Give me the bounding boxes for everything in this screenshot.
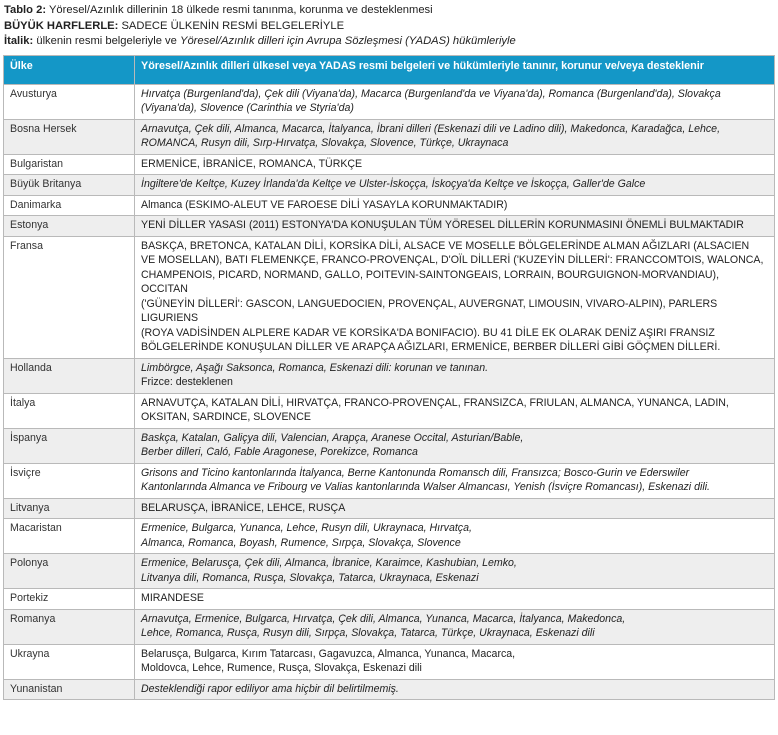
languages-line: Almanca (ESKIMO-ALEUT VE FAROESE DİLİ YASAYLA KORUNMAKTADIR) <box>141 198 508 211</box>
country-cell: Bulgaristan <box>4 154 135 175</box>
country-cell: Portekiz <box>4 589 135 610</box>
languages-line: BÖLGELERİNDE KONUŞULAN DİLLER VE ARAPÇA AĞIZLARI, ERMENİCE, BERBER DİLLERİ GİBİ GÖÇMEN DİLLERİ. <box>141 341 721 354</box>
table-row <box>4 236 775 358</box>
caption-title-label: Tablo 2: <box>4 4 47 16</box>
languages-line: MIRANDESE <box>141 592 204 605</box>
caption-title <box>4 3 772 19</box>
table-row <box>4 119 775 154</box>
languages-cell <box>135 154 775 175</box>
header-languages: Yöresel/Azınlık dilleri ülkesel veya YADAS resmi belgeleri ve hükümleriyle tanınır, korunur ve/veya desteklenir <box>135 55 775 84</box>
country-cell: İtalya <box>4 393 135 428</box>
languages-line: Arnavutça, Ermenice, Bulgarca, Hırvatça, Çek dili, Almanca, Yunanca, Macarca, İtalyanca, Makedonca, <box>141 612 626 625</box>
languages-line: Berber dilleri, Caló, Fable Aragonese, Porekizce, Romanca <box>141 446 418 459</box>
country-cell: Danimarka <box>4 195 135 216</box>
table-row <box>4 498 775 519</box>
languages-line: ARNAVUTÇA, KATALAN DİLİ, HIRVATÇA, FRANCO-PROVENÇAL, FRANSIZCA, FRIULAN, ALMANCA, YUNANCA, LADIN, <box>141 396 729 409</box>
country-cell: Avusturya <box>4 84 135 119</box>
languages-line: OKSITAN, SARDINCE, SLOVENCE <box>141 411 311 424</box>
table-caption <box>0 0 778 50</box>
languages-line: ERMENİCE, İBRANİCE, ROMANCA, TÜRKÇE <box>141 157 363 170</box>
languages-cell <box>135 393 775 428</box>
table-row <box>4 679 775 700</box>
table-row <box>4 154 775 175</box>
country-cell: Fransa <box>4 236 135 358</box>
country-cell: Hollanda <box>4 358 135 393</box>
languages-line: Baskça, Katalan, Galiçya dili, Valencian, Arapça, Aranese Occital, Asturian/Bable, <box>141 431 524 444</box>
languages-cell <box>135 498 775 519</box>
languages-cell <box>135 644 775 679</box>
languages-line: Arnavutça, Çek dili, Almanca, Macarca, İtalyanca, İbrani dilleri (Eskenazi dili ve Ladino dili), Makedonca, Karadağca, Lehce, <box>141 122 721 135</box>
country-cell: Romanya <box>4 609 135 644</box>
languages-cell <box>135 119 775 154</box>
table-row <box>4 463 775 498</box>
table-row <box>4 175 775 196</box>
languages-line: BELARUSÇA, İBRANİCE, LEHCE, RUSÇA <box>141 501 346 514</box>
caption-uppercase-text: SADECE ÜLKENİN RESMİ BELGELERİYLE <box>118 19 345 32</box>
country-cell: İspanya <box>4 428 135 463</box>
country-cell: Bosna Hersek <box>4 119 135 154</box>
table-row <box>4 554 775 589</box>
languages-table <box>3 55 775 701</box>
languages-cell <box>135 679 775 700</box>
table-row <box>4 84 775 119</box>
table-row <box>4 428 775 463</box>
languages-line: CHAMPENOIS, PICARD, NORMAND, GALLO, POITEVIN-SAINTONGEAIS, LORRAIN, BOURGUIGNON-MORVANDIAU), OCCITAN <box>141 268 720 296</box>
table-row <box>4 589 775 610</box>
country-cell: Ukrayna <box>4 644 135 679</box>
languages-cell <box>135 428 775 463</box>
languages-cell <box>135 216 775 237</box>
country-cell: Büyük Britanya <box>4 175 135 196</box>
languages-line: İngiltere'de Keltçe, Kuzey İrlanda'da Keltçe ve Ulster-İskoçça, İskoçya'da Keltçe ve İskoçça, Galler'de Galce <box>141 178 646 191</box>
caption-uppercase-label: BÜYÜK HARFLERLE: <box>4 19 119 32</box>
country-cell: Yunanistan <box>4 679 135 700</box>
languages-line: ('GÜNEYİN DİLLERİ': GASCON, LANGUEDOCIEN, PROVENÇAL, AUVERGNAT, LIMOUSIN, VIVARO-ALPIN), PARLERS LIGURIENS <box>141 297 718 325</box>
caption-title-text: Yöresel/Azınlık dillerinin 18 ülkede resmi tanınma, korunma ve desteklenmesi <box>46 4 433 16</box>
languages-line: BASKÇA, BRETONCA, KATALAN DİLİ, KORSİKA DİLİ, ALSACE VE MOSELLE BÖLGELERİNDE ALMAN AĞIZLARI (ALSACIEN <box>141 239 750 252</box>
languages-line: Frizce: desteklenen <box>141 376 233 389</box>
languages-line: (ROYA VADİSİNDEN ALPLERE KADAR VE KORSİKA'DA BONIFACIO). BU 41 DİLE EK OLARAK DENİZ AŞIRI FRANSIZ <box>141 326 715 339</box>
languages-line: Desteklendiği rapor ediliyor ama hiçbir dil belirtilmemiş. <box>141 682 399 695</box>
caption-italic-note <box>4 34 772 50</box>
languages-cell <box>135 84 775 119</box>
languages-cell <box>135 236 775 358</box>
languages-line: Ermenice, Belarusça, Çek dili, Almanca, İbranice, Karaimce, Kashubian, Lemko, <box>141 557 517 570</box>
caption-uppercase-note <box>4 19 772 35</box>
languages-line: Ermenice, Bulgarca, Yunanca, Lehce, Rusyn dili, Ukraynaca, Hırvatça, <box>141 522 472 535</box>
table-row <box>4 644 775 679</box>
caption-italic-text-1: ülkenin resmi belgeleriyle ve <box>33 35 180 48</box>
languages-line: Belarusça, Bulgarca, Kırım Tatarcası, Gagavuzca, Almanca, Yunanca, Macarca, <box>141 647 516 660</box>
country-cell: Litvanya <box>4 498 135 519</box>
languages-line: Litvanya dili, Romanca, Rusça, Slovakça, Tatarca, Ukraynaca, Eskenazi <box>141 571 479 584</box>
languages-line: Kantonlarında Almanca ve Fribourg ve Valias kantonlarında Walser Almancası, Yenish (İsviçre Romancası), Eskenazi dili. <box>141 481 710 494</box>
table-header-row <box>4 55 775 84</box>
languages-cell <box>135 358 775 393</box>
languages-cell <box>135 554 775 589</box>
header-country: Ülke <box>4 55 135 84</box>
table-row <box>4 358 775 393</box>
languages-cell <box>135 519 775 554</box>
table-row <box>4 393 775 428</box>
languages-line: VE MOSELLAN), BATI FLEMENKÇE, FRANCO-PROVENÇAL, D'OÏL DİLLERİ ('KUZEYİN DİLLERİ': FRANCCOMTOIS, WALONCA, <box>141 254 764 267</box>
languages-line: Hırvatça (Burgenland'da), Çek dili (Viyana'da), Macarca (Burgenland'da ve Viyana'da), Romanca (Burgenland'da), Slovakça <box>141 87 721 100</box>
languages-cell <box>135 609 775 644</box>
languages-line: (Viyana'da), Slovence (Carinthia ve Styria'da) <box>141 102 354 115</box>
languages-line: ROMANCA, Rusyn dili, Sırp-Hırvatça, Slovakça, Slovence, Türkçe, Ukraynaca <box>141 137 509 150</box>
country-cell: Polonya <box>4 554 135 589</box>
languages-line: Lehce, Romanca, Rusça, Rusyn dili, Sırpça, Slovakça, Tatarca, Türkçe, Ukraynaca, Eskenazi dili <box>141 627 595 640</box>
languages-cell <box>135 195 775 216</box>
caption-italic-text-2: Yöresel/Azınlık dilleri için Avrupa Sözleşmesi (YADAS) hükümleriyle <box>179 35 516 48</box>
table-row <box>4 519 775 554</box>
languages-line: Limbörgce, Aşağı Saksonca, Romanca, Eskenazi dili: korunan ve tanınan. <box>141 361 489 374</box>
country-cell: Macaristan <box>4 519 135 554</box>
languages-cell <box>135 589 775 610</box>
caption-italic-label: İtalik: <box>4 35 34 48</box>
country-cell: İsviçre <box>4 463 135 498</box>
table-body <box>4 84 775 700</box>
languages-line: Grisons and Ticino kantonlarında İtalyanca, Berne Kantonunda Romansch dili, Fransızca; Bosco-Gurin ve Ederswiler <box>141 466 690 479</box>
table-row <box>4 216 775 237</box>
languages-line: Almanca, Romanca, Boyash, Rumence, Sırpça, Slovakça, Slovence <box>141 536 461 549</box>
languages-cell <box>135 175 775 196</box>
table-row <box>4 609 775 644</box>
table-row <box>4 195 775 216</box>
languages-line: Moldovca, Lehce, Rumence, Rusça, Slovakça, Eskenazi dili <box>141 662 422 675</box>
country-cell: Estonya <box>4 216 135 237</box>
languages-line: YENİ DİLLER YASASI (2011) ESTONYA'DA KONUŞULAN TÜM YÖRESEL DİLLERİN KORUNMASINI ÖNEMLİ BULMAKTADIR <box>141 219 744 232</box>
languages-cell <box>135 463 775 498</box>
